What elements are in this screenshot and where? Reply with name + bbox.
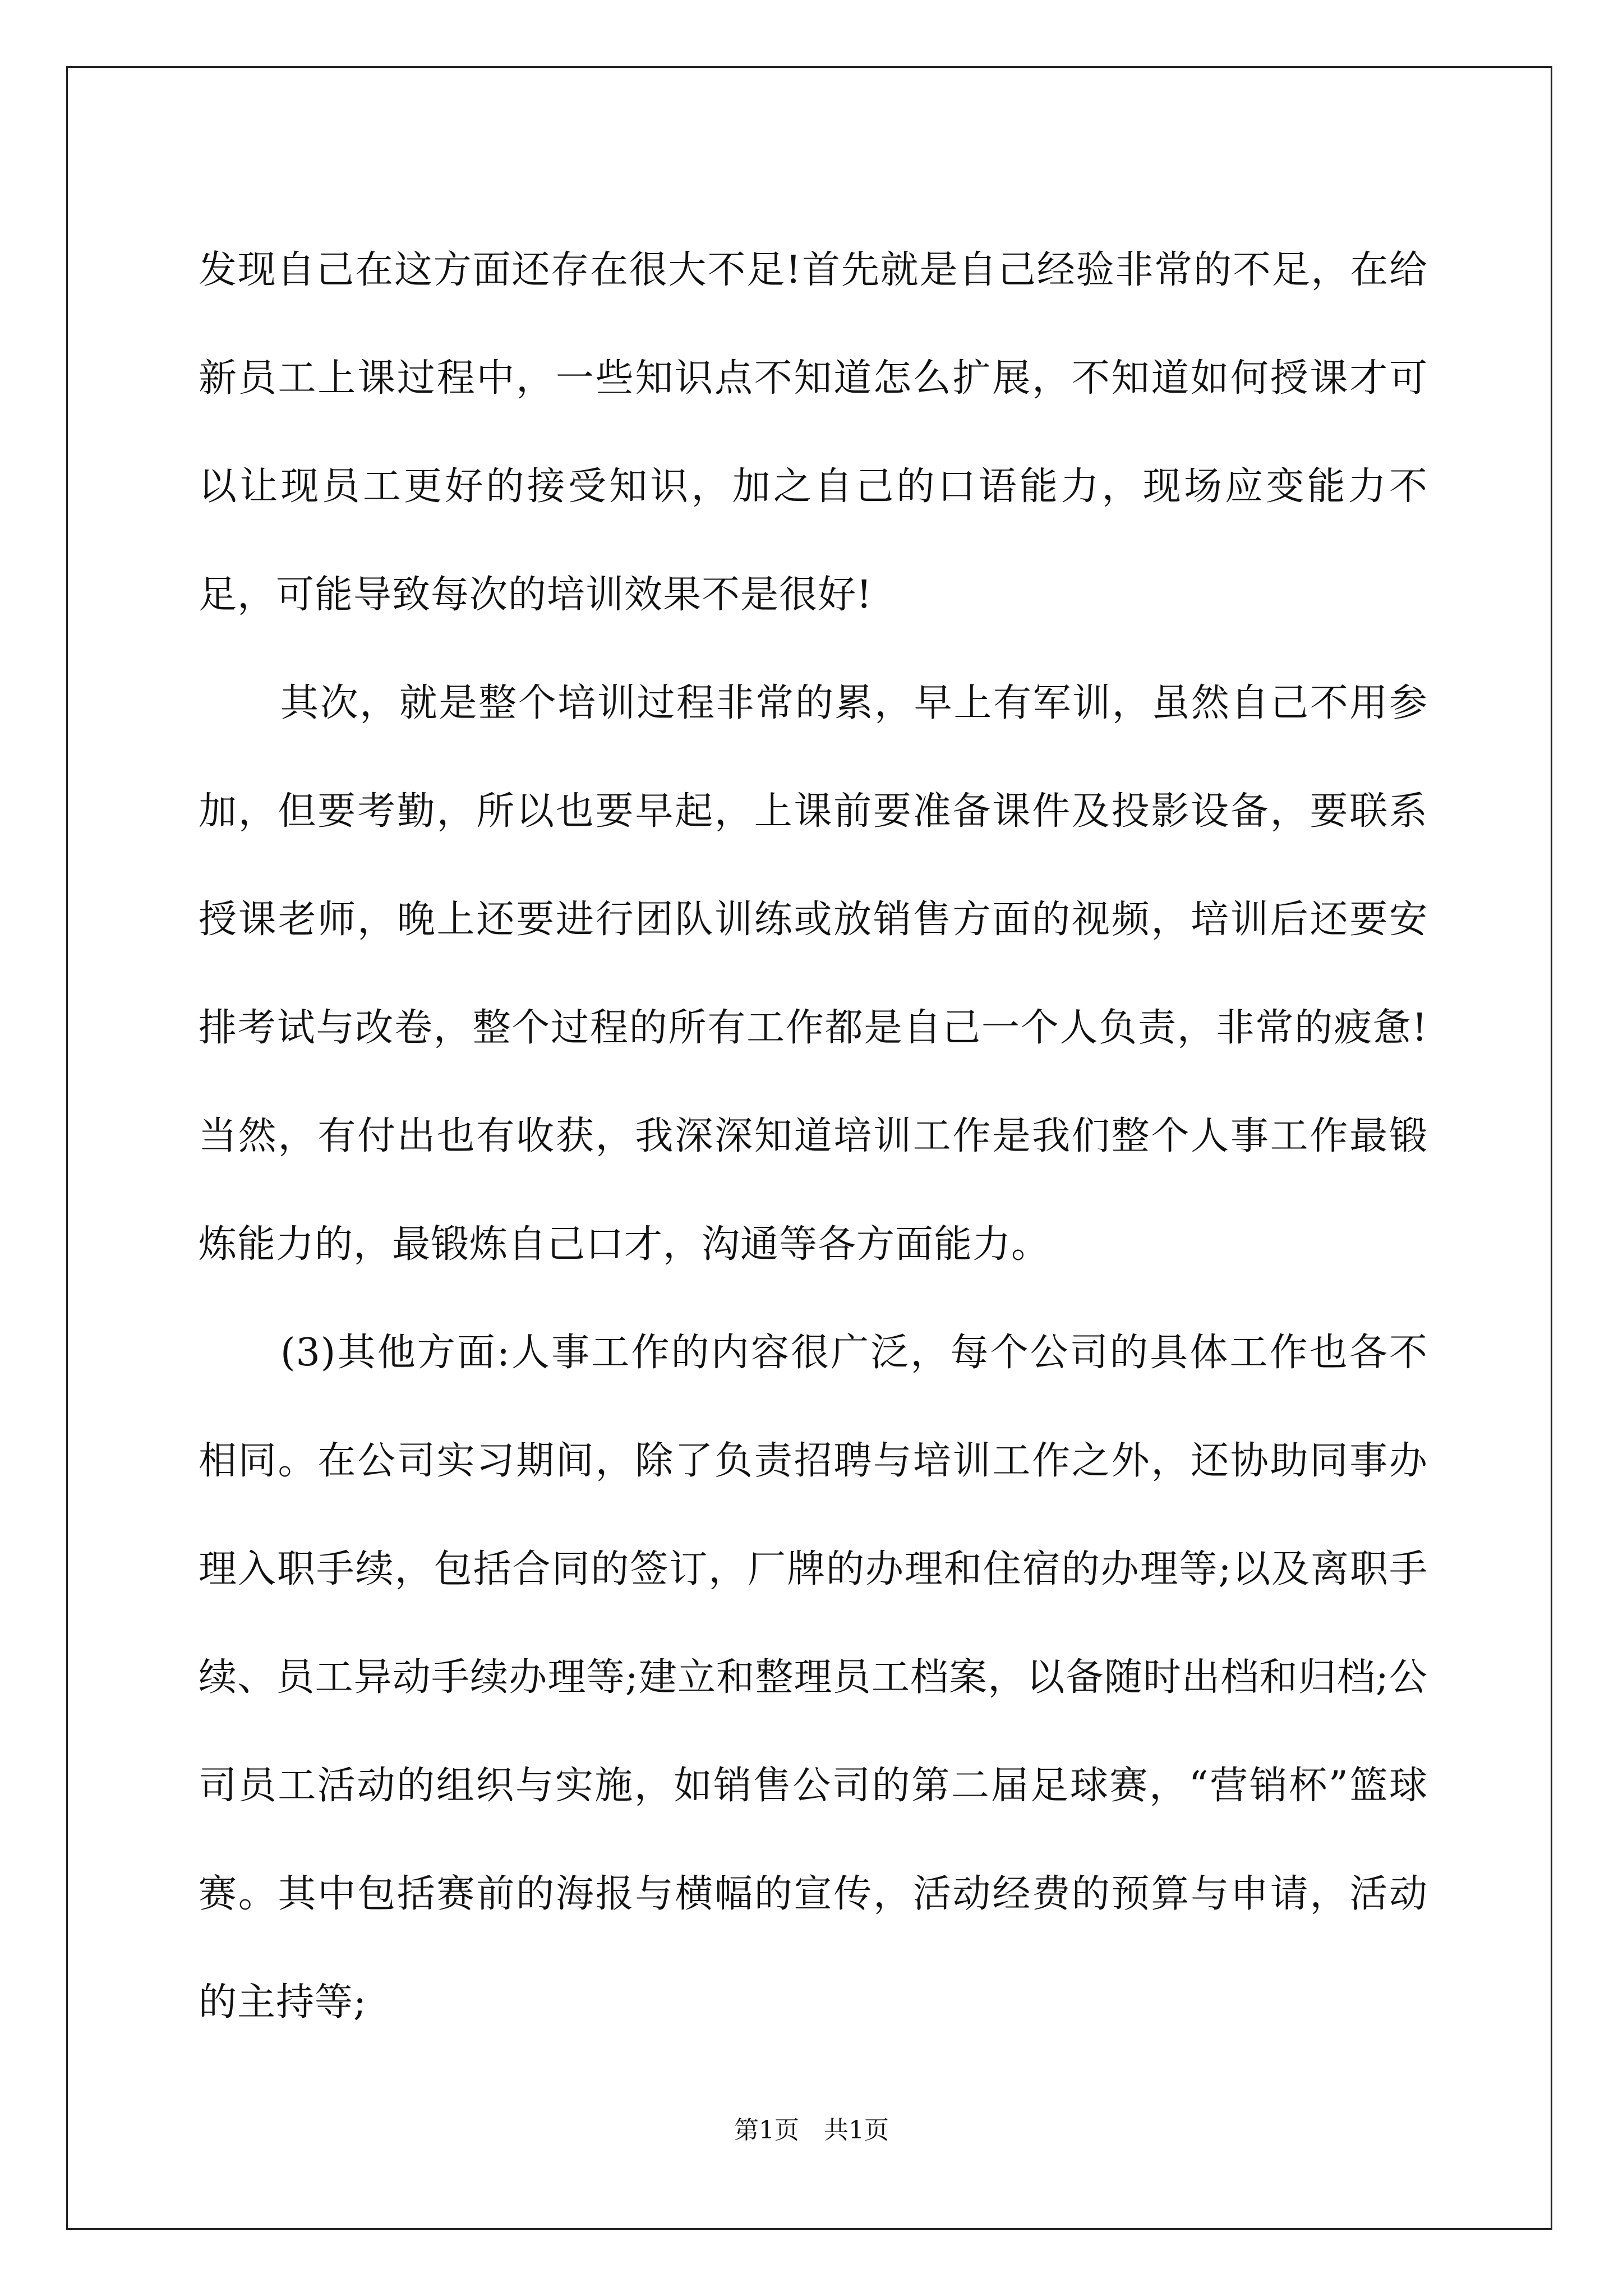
page-footer (0, 2114, 1623, 2147)
document-body (199, 216, 1428, 2056)
page-number: 第1页 (734, 2116, 799, 2145)
paragraph-1: 发现自己在这方面还存在很大不足!首先就是自己经验非常的不足，在给新员工上课过程中，一些知识点不知道怎么扩展，不知道如何授课才可以让现员工更好的接受知识，加之自己的口语能力，现场应变能力不足，可能导致每次的培训效果不是很好! (199, 248, 1428, 617)
paragraph-3: (3)其他方面:人事工作的内容很广泛，每个公司的具体工作也各不相同。在公司实习期间，除了负责招聘与培训工作之外，还协助同事办理入职手续，包括合同的签订，厂牌的办理和住宿的办理等;以及离职手续、员工异动手续办理等;建立和整理员工档案，以备随时出档和归档;公司员工活动的组织与实施，如销售公司的第二届足球赛，“营销杯”篮球赛。其中包括赛前的海报与横幅的宣传，活动经费的预算与申请，活动的主持等; (199, 1331, 1428, 2024)
page-total: 共1页 (824, 2116, 889, 2145)
paragraph-2: 其次，就是整个培训过程非常的累，早上有军训，虽然自己不用参加，但要考勤，所以也要早起，上课前要准备课件及投影设备，要联系授课老师，晚上还要进行团队训练或放销售方面的视频，培训后还要安排考试与改卷，整个过程的所有工作都是自己一个人负责，非常的疲惫!当然，有付出也有收获，我深深知道培训工作是我们整个人事工作最锻炼能力的，最锻炼自己口才，沟通等各方面能力。 (199, 681, 1428, 1267)
